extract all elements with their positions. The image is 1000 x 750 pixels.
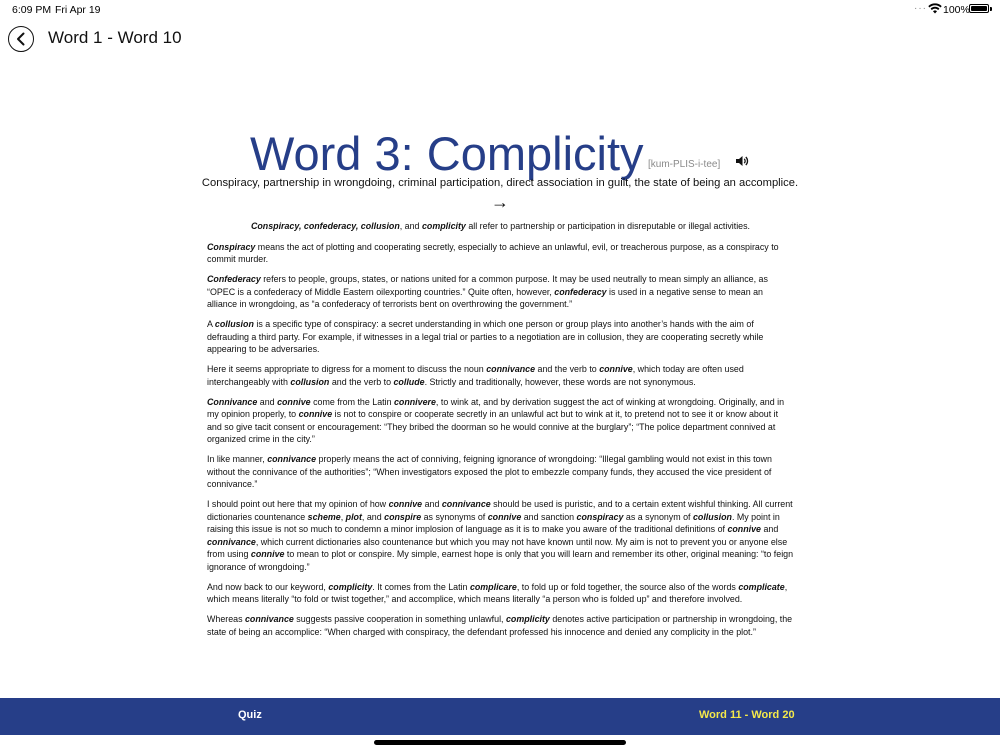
word-title: Word 3: Complicity — [250, 127, 644, 180]
pronunciation: [kum-PLIS-i-tee] — [648, 159, 721, 170]
keyword: connivance — [441, 499, 491, 509]
status-date: Fri Apr 19 — [55, 4, 101, 16]
keyword: connive — [388, 499, 423, 509]
keyword: connivance — [244, 614, 294, 624]
keyword: conspire — [384, 511, 422, 522]
nav-bar — [0, 20, 1000, 60]
article-paragraph: Confederacy refers to people, groups, states, or nations united for a common purpose. It may be used neutrally to mean simply an alliance, as “OPEC is a confederacy of Middle Eastern oilexporting countries.” Quite often, however, confederacy is used in a negative sense to mean an alliance in wrongdoing, as “a confederacy of terrorists bent on overthrowing the government.” — [207, 274, 768, 309]
multitask-dots-icon: ··· — [914, 3, 927, 14]
keyword: plot — [345, 511, 362, 522]
article — [207, 220, 794, 646]
keyword: confederacy — [554, 286, 607, 297]
keyword: connive — [298, 409, 333, 419]
keyword: Conspiracy, confederacy, collusion — [250, 221, 400, 231]
keyword: conspiracy — [576, 511, 624, 522]
article-paragraph: Conspiracy, confederacy, collusion, and complicity all refer to partnership or participation in disreputable or illegal activities. — [250, 221, 751, 231]
article-paragraph: In like manner, connivance properly means the act of conniving, feigning ignorance of wrongdoing: “Illegal gambling would not exist in this town without the connivance of the authorities”; “When investigators exposed the plot to embezzle company funds, they accused the vice president of connivance.” — [207, 454, 772, 489]
keyword: connive — [250, 549, 285, 559]
next-words-button[interactable]: Word 11 - Word 20 — [699, 709, 795, 721]
battery-fill — [971, 6, 987, 11]
quiz-button[interactable]: Quiz — [238, 709, 262, 721]
keyword: connive — [599, 364, 633, 374]
article-paragraph: A collusion is a specific type of conspiracy: a secret understanding in which one person or group plays into another’s hands with the aim of defrauding a third party. For example, if witnesses in a legal trial or parties to a negotiation are in collusion, they are cooperating secretly while appearing to be adversaries. — [207, 319, 764, 354]
chevron-left-icon — [15, 32, 27, 46]
nav-title: Word 1 - Word 10 — [48, 28, 182, 47]
keyword: connivance — [207, 536, 256, 547]
article-paragraph: Conspiracy means the act of plotting and cooperating secretly, especially to achieve an unlawful, evil, or treacherous purpose, as a conspiracy to commit murder. — [207, 241, 779, 264]
bottom-tab-bar — [0, 698, 1000, 735]
status-time: 6:09 PM — [12, 4, 52, 16]
article-paragraph: Connivance and connive come from the Latin connivere, to wink at, and by derivation suggest the act of winking at wrongdoing. Originally, and in my opinion properly, to connive is not to conspire or cooperate secretly in an unlawful act but to wink at it, to pretend not to see it or know about it and so give tacit consent or encouragement: “They bribed the doorman so he would connive at the burglary”; “The police department connived at organized crime in the city.” — [207, 396, 785, 444]
next-arrow-button[interactable]: → — [491, 192, 509, 212]
back-button[interactable] — [8, 26, 34, 52]
keyword: connivance — [267, 454, 317, 464]
article-paragraph: And now back to our keyword, complicity. It comes from the Latin complicare, to fold up or fold together, the source also of the words complicate, which means literally “to fold or twist together,” and accomplice, which means literally “a person who is folded up” and therefore involved. — [207, 581, 788, 604]
battery-tip — [990, 7, 992, 11]
keyword: complicare — [469, 581, 517, 592]
keyword: connive — [727, 524, 761, 534]
keyword: complicity — [505, 614, 550, 624]
keyword: connivere — [393, 396, 436, 407]
article-paragraph: Here it seems appropriate to digress for a moment to discuss the noun connivance and the verb to connive, which today are often used interchangeably with collusion and the verb to collude. Strictly and traditionally, however, these words are not synonymous. — [207, 364, 744, 387]
home-indicator[interactable] — [374, 740, 626, 745]
status-bar — [0, 0, 1000, 18]
keyword: collude — [393, 376, 425, 387]
keyword: connive — [487, 511, 522, 522]
keyword: complicity — [328, 581, 373, 592]
keyword: collusion — [692, 511, 732, 522]
article-paragraph: I should point out here that my opinion of how connive and connivance should be used is puristic, and to a certain extent wishful thinking. All current dictionaries countenance scheme, plot, and conspire as synonyms of connive and sanction conspiracy as a synonym of collusion. My point in raising this issue is not so much to condemn a minor implosion of language as it is to make you aware of the traditional definitions of connive and connivance, which current dictionaries also countenance but which you may not have known until now. My aim is not to prevent you or anyone else from using connive to mean to plot or conspire. My simple, earnest hope is only that you will learn and remember its other, original meaning: “to feign ignorance of wrongdoing.” — [207, 499, 794, 572]
keyword: scheme — [307, 511, 341, 522]
keyword: Conspiracy — [207, 241, 256, 252]
word-definition: Conspiracy, partnership in wrongdoing, criminal participation, direct association in guilt, the state of being an accomplice. — [201, 177, 799, 189]
wifi-icon — [928, 3, 942, 14]
keyword: Confederacy — [207, 274, 261, 284]
battery-icon — [969, 4, 989, 13]
keyword: connivance — [486, 364, 536, 374]
keyword: complicate — [738, 581, 785, 592]
keyword: collusion — [214, 319, 254, 329]
battery-percent: 100% — [943, 4, 970, 16]
keyword: collusion — [290, 376, 330, 387]
article-paragraph: Whereas connivance suggests passive cooperation in something unlawful, complicity denotes active participation or partnership in wrongdoing, the state of being an accomplice: “When charged with conspiracy, the defendant professed his innocence and denied any complicity in the plot.” — [207, 614, 793, 637]
keyword: connive — [277, 396, 311, 407]
keyword: complicity — [421, 221, 466, 231]
speaker-icon[interactable] — [735, 154, 749, 168]
keyword: Connivance — [207, 396, 258, 407]
